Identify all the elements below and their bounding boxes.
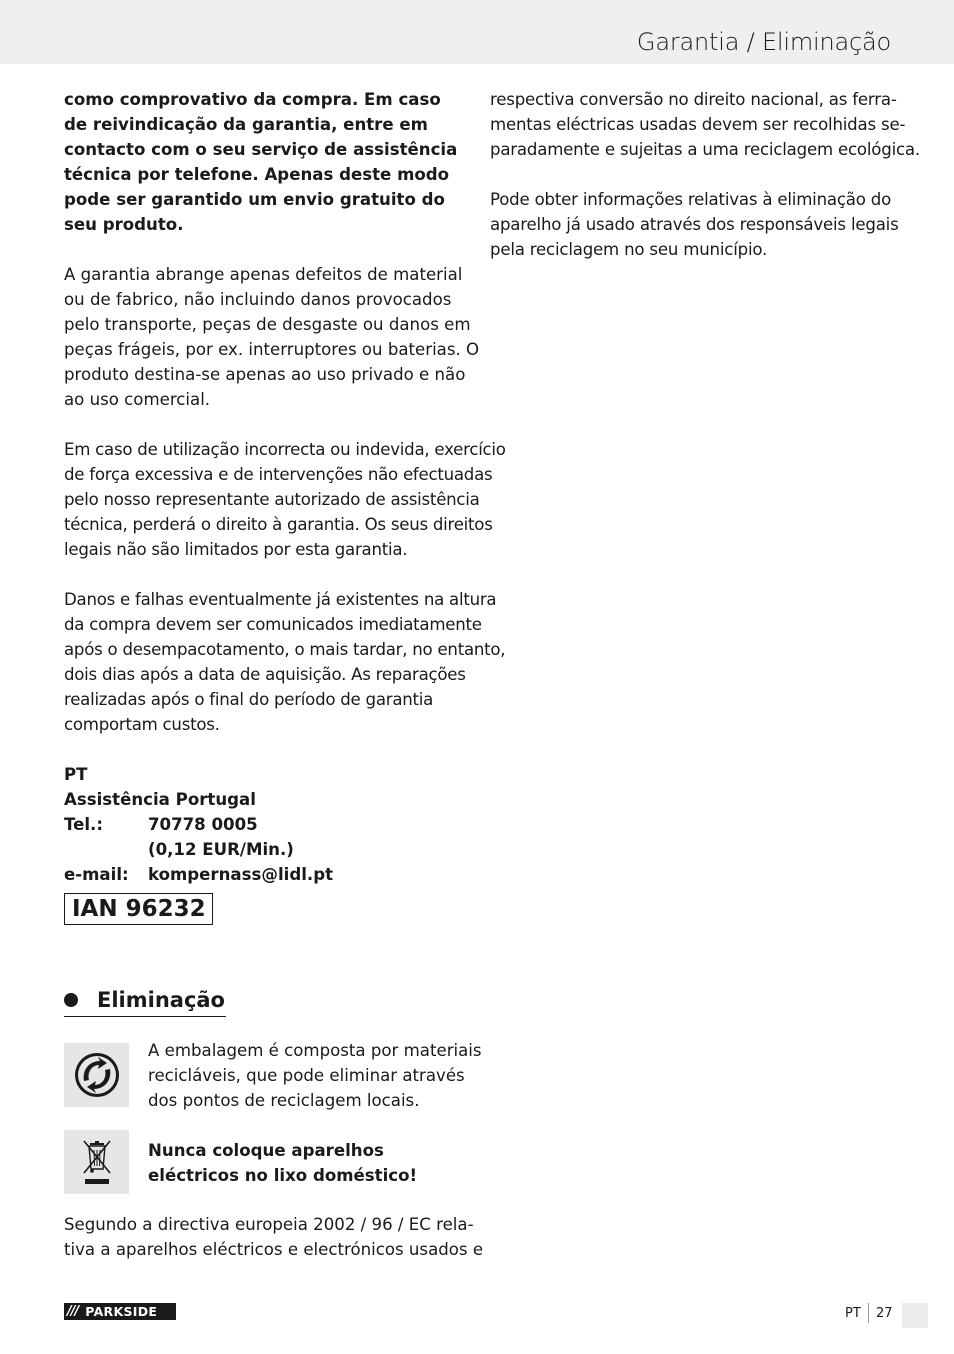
text-line: dois dias após a data de aquisição. As reparações bbox=[64, 665, 466, 684]
footer-divider bbox=[868, 1303, 869, 1323]
text-line: respectiva conversão no direito nacional, as ferra- bbox=[490, 90, 897, 109]
contact-service-name bbox=[64, 787, 466, 812]
spacer bbox=[64, 837, 148, 862]
contact-price-row bbox=[64, 837, 466, 862]
text-line: recicláveis, que pode eliminar através bbox=[148, 1066, 465, 1085]
warranty-misuse-paragraph bbox=[64, 437, 506, 562]
weee-warning-text bbox=[148, 1138, 468, 1188]
text-line: legais não são limitados por esta garantia. bbox=[64, 540, 408, 559]
text-line: ou de fabrico, não incluindo danos provocados bbox=[64, 290, 452, 309]
recycling-info-paragraph bbox=[490, 187, 899, 262]
phone-price: (0,12 EUR/Min.) bbox=[148, 840, 294, 859]
text-line: técnica por telefone. Apenas deste modo bbox=[64, 165, 450, 184]
phone-label: Tel.: bbox=[64, 815, 103, 834]
contact-phone-row bbox=[64, 812, 466, 837]
recycle-icon-box bbox=[64, 1043, 129, 1107]
text-line: realizadas após o final do período de garantia bbox=[64, 690, 434, 709]
text-line: ao uso comercial. bbox=[64, 390, 211, 409]
text-line: pelo nosso representante autorizado de assistência bbox=[64, 490, 480, 509]
text-line: Em caso de utilização incorrecta ou indevida, exercício bbox=[64, 440, 506, 459]
page-number: 27 bbox=[876, 1306, 893, 1321]
text-line: mentas eléctricas usadas devem ser recolhidas se- bbox=[490, 115, 906, 134]
right-column bbox=[490, 87, 920, 287]
warranty-scope-paragraph bbox=[64, 262, 480, 412]
footer-tab bbox=[902, 1303, 928, 1328]
text-line: A garantia abrange apenas defeitos de material bbox=[64, 265, 463, 284]
text-line: pode ser garantido um envio gratuito do bbox=[64, 190, 445, 209]
bullet-icon bbox=[64, 993, 78, 1007]
footer-language: PT bbox=[845, 1306, 861, 1321]
text-line: Pode obter informações relativas à eliminação do bbox=[490, 190, 892, 209]
text-line: técnica, perderá o direito à garantia. Os seus direitos bbox=[64, 515, 493, 534]
text-line: de reivindicação da garantia, entre em bbox=[64, 115, 428, 134]
contact-email-row bbox=[64, 862, 466, 887]
section-title: Eliminação bbox=[97, 988, 225, 1012]
recycle-icon bbox=[73, 1051, 121, 1099]
contact-country bbox=[64, 762, 466, 787]
crossed-bin-icon bbox=[77, 1136, 117, 1188]
text-line: de força excessiva e de intervenções não efectuadas bbox=[64, 465, 493, 484]
text-line: da compra devem ser comunicados imediatamente bbox=[64, 615, 482, 634]
text-line: como comprovativo da compra. Em caso bbox=[64, 90, 441, 109]
packaging-text bbox=[148, 1038, 482, 1113]
left-column bbox=[64, 87, 506, 925]
text-line: dos pontos de reciclagem locais. bbox=[148, 1091, 420, 1110]
email-label: e-mail: bbox=[64, 865, 129, 884]
page-title: Garantia / Eliminação bbox=[636, 28, 891, 56]
text-line: tiva a aparelhos eléctricos e electrónicos usados e bbox=[64, 1240, 484, 1259]
ian-number-box: IAN 96232 bbox=[64, 893, 213, 925]
text-line: Segundo a directiva europeia 2002 / 96 / EC rela- bbox=[64, 1215, 474, 1234]
text-line: Nunca coloque aparelhos bbox=[148, 1141, 384, 1160]
text-line: produto destina-se apenas ao uso privado e não bbox=[64, 365, 466, 384]
weee-icon-box bbox=[64, 1130, 129, 1194]
text-line: paradamente e sujeitas a uma reciclagem ecológica. bbox=[490, 140, 920, 159]
text-line: aparelho já usado através dos responsáveis legais bbox=[490, 215, 899, 234]
warranty-defects-paragraph bbox=[64, 587, 506, 737]
text-line: A embalagem é composta por materiais bbox=[148, 1041, 482, 1060]
text-line: pelo transporte, peças de desgaste ou danos em bbox=[64, 315, 471, 334]
service-name: Assistência Portugal bbox=[64, 790, 256, 809]
text-line: após o desempacotamento, o mais tardar, no entanto, bbox=[64, 640, 506, 659]
country-code: PT bbox=[64, 765, 88, 784]
text-line: seu produto. bbox=[64, 215, 184, 234]
email-address: kompernass@lidl.pt bbox=[148, 865, 334, 884]
text-line: pela reciclagem no seu município. bbox=[490, 240, 768, 259]
warranty-claim-paragraph bbox=[64, 87, 466, 237]
directive-continuation-paragraph bbox=[490, 87, 920, 162]
phone-number: 70778 0005 bbox=[148, 815, 258, 834]
text-line: eléctricos no lixo doméstico! bbox=[148, 1166, 418, 1185]
text-line: Danos e falhas eventualmente já existentes na altura bbox=[64, 590, 497, 609]
text-line: contacto com o seu serviço de assistência bbox=[64, 140, 458, 159]
parkside-logo bbox=[64, 1303, 176, 1320]
text-line: peças frágeis, por ex. interruptores ou baterias. O bbox=[64, 340, 480, 359]
logo-name: PARKSIDE bbox=[85, 1304, 158, 1319]
text-line: comportam custos. bbox=[64, 715, 220, 734]
directive-text bbox=[64, 1212, 484, 1262]
logo-slashes: /// bbox=[67, 1304, 79, 1319]
service-contact-block bbox=[64, 762, 466, 887]
disposal-heading bbox=[64, 984, 226, 1017]
